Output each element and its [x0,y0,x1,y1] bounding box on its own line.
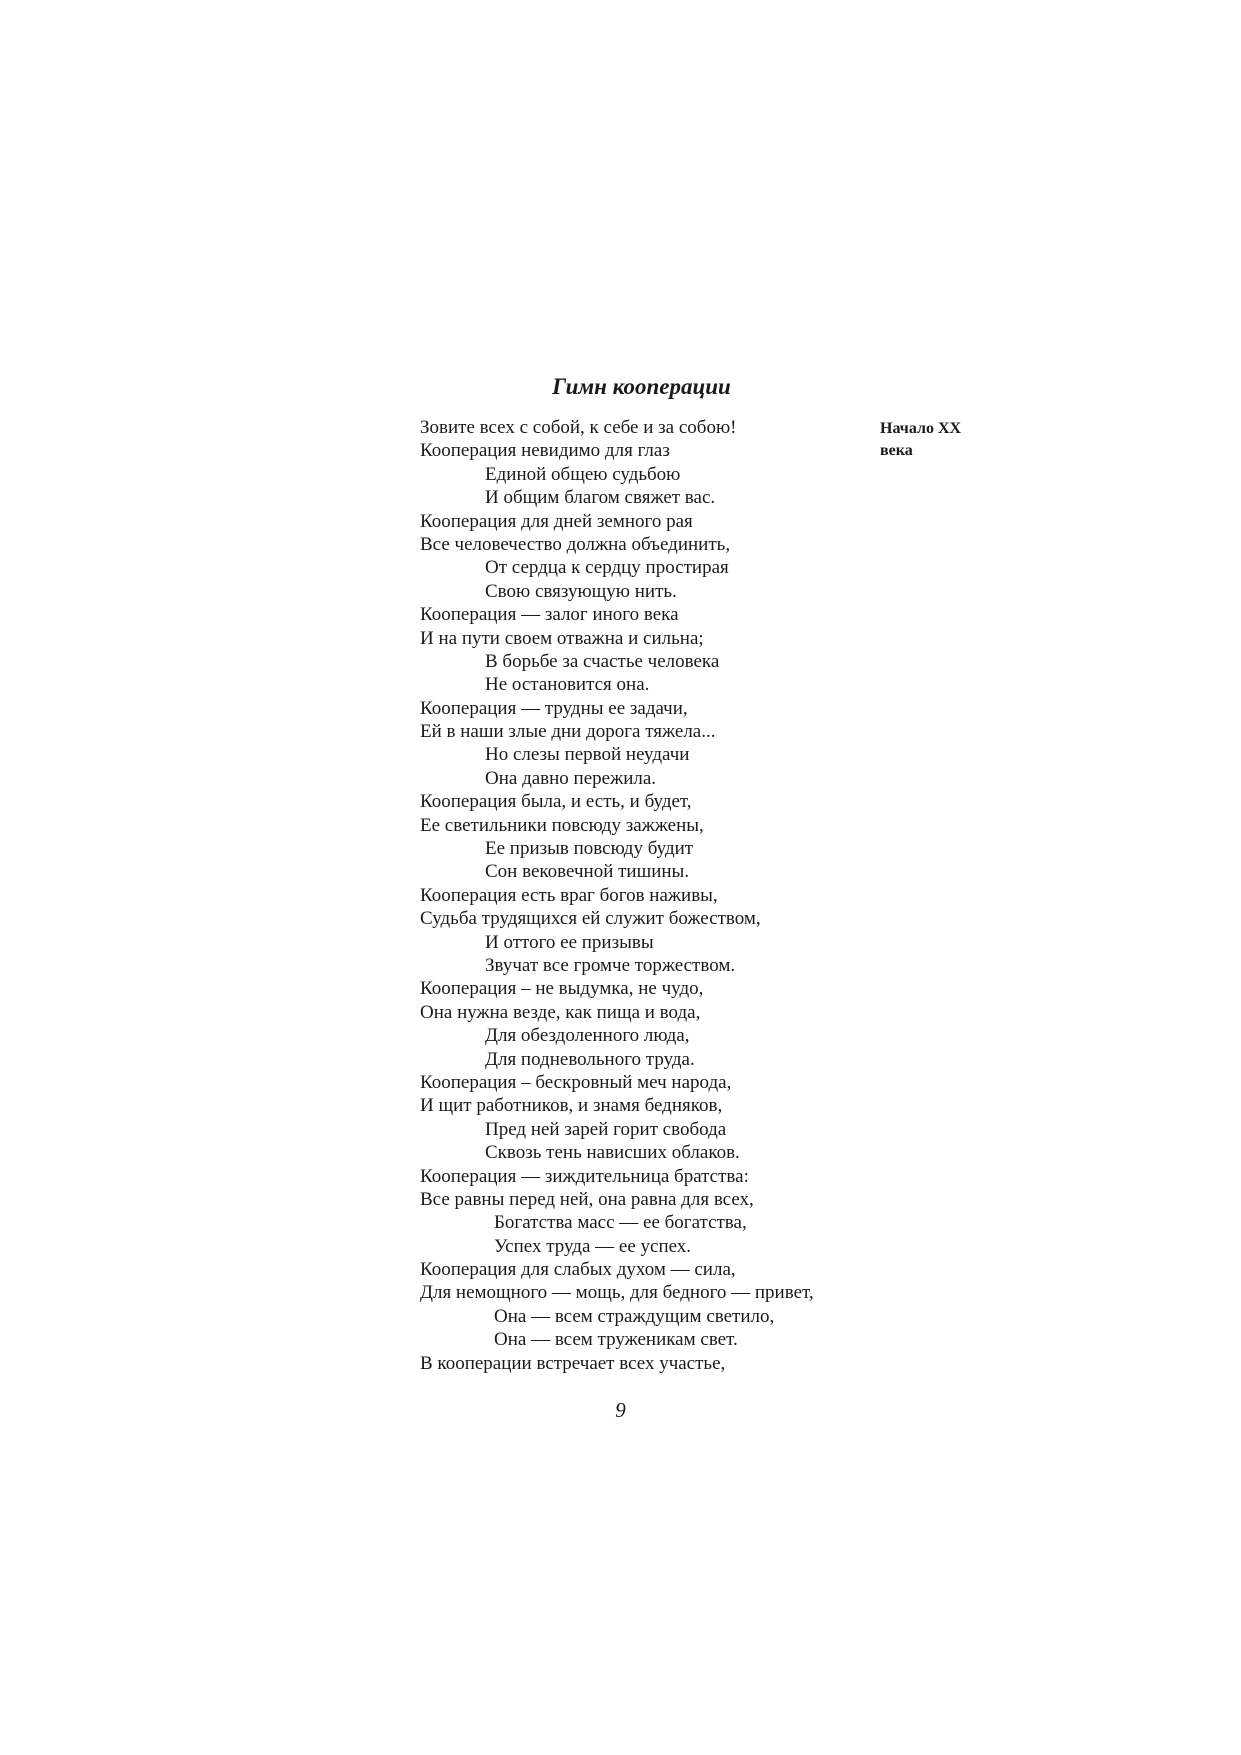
page-title: Гимн кооперации [552,374,731,399]
poem-line: Кооперация для дней земного рая [420,510,693,532]
poem-line: И общим благом свяжет вас. [485,487,716,509]
poem-line: Богатства масс — ее богатства, [494,1212,747,1234]
poem-line: Кооперация — зиждительница братства: [420,1165,749,1187]
poem-line: Ее призыв повсюду будит [485,838,694,860]
page-number: 9 [615,1398,626,1422]
poem-line: Она давно пережила. [485,767,657,789]
poem-line: От сердца к сердцу простирая [485,557,729,579]
poem-line: Кооперация для слабых духом — сила, [420,1259,736,1281]
poem-line: Зовите всех с собой, к себе и за собою! [420,417,737,438]
poem-line: Ей в наши злые дни дорога тяжела... [420,721,716,743]
poem-line: Звучат все громче торжеством. [485,954,736,976]
poem-line: Кооперация невидимо для глаз [420,440,670,462]
poem-line: Свою связующую нить. [485,580,677,602]
date-note [880,418,1000,462]
poem-line: Сон вековечной тишины. [485,861,690,883]
poem-line: Но слезы первой неудачи [485,744,690,766]
poem-line: Успех труда — ее успех. [494,1235,692,1257]
poem-line: Сквозь тень нависших облаков. [485,1142,740,1164]
poem-body [420,416,880,1375]
poem-line: Для подневольного труда. [485,1048,695,1070]
poem-line: Кооперация – не выдумка, не чудо, [420,978,704,1000]
poem-line: И на пути своем отважна и сильна; [420,627,704,649]
poem-line: Она — всем страждущим светило, [494,1305,775,1327]
poem-line: В борьбе за счастье человека [485,650,720,672]
date-note-line: Начало XX [880,420,962,437]
poem-line: И щит работников, и знамя бедняков, [420,1095,723,1117]
poem-line: Все равны перед ней, она равна для всех, [420,1188,754,1210]
poem-line: И оттого ее призывы [485,931,654,953]
poem-line: Для обездоленного люда, [485,1025,690,1047]
poem-line: Кооперация есть враг богов наживы, [420,884,718,906]
date-note-line: века [880,442,913,459]
poem-line: Кооперация была, и есть, и будет, [420,791,692,813]
poem-line: Ее светильники повсюду зажжены, [420,814,704,836]
poem-line: Не остановится она. [485,674,650,696]
poem-line: Кооперация — трудны ее задачи, [420,697,688,719]
poem-line: Единой общею судьбою [485,463,681,485]
poem-line: Она нужна везде, как пища и вода, [420,1001,701,1023]
poem-line: Кооперация — залог иного века [420,604,679,626]
poem-line: Пред ней зарей горит свобода [485,1118,727,1140]
poem-line: Для немощного — мощь, для бедного — привет, [420,1282,814,1304]
poem-line: В кооперации встречает всех участье, [420,1352,726,1374]
poem-line: Судьба трудящихся ей служит божеством, [420,908,761,930]
poem-line: Кооперация – бескровный меч народа, [420,1071,732,1093]
poem-line: Все человечество должна объединить, [420,533,731,555]
poem-line: Она — всем труженикам свет. [494,1329,738,1351]
